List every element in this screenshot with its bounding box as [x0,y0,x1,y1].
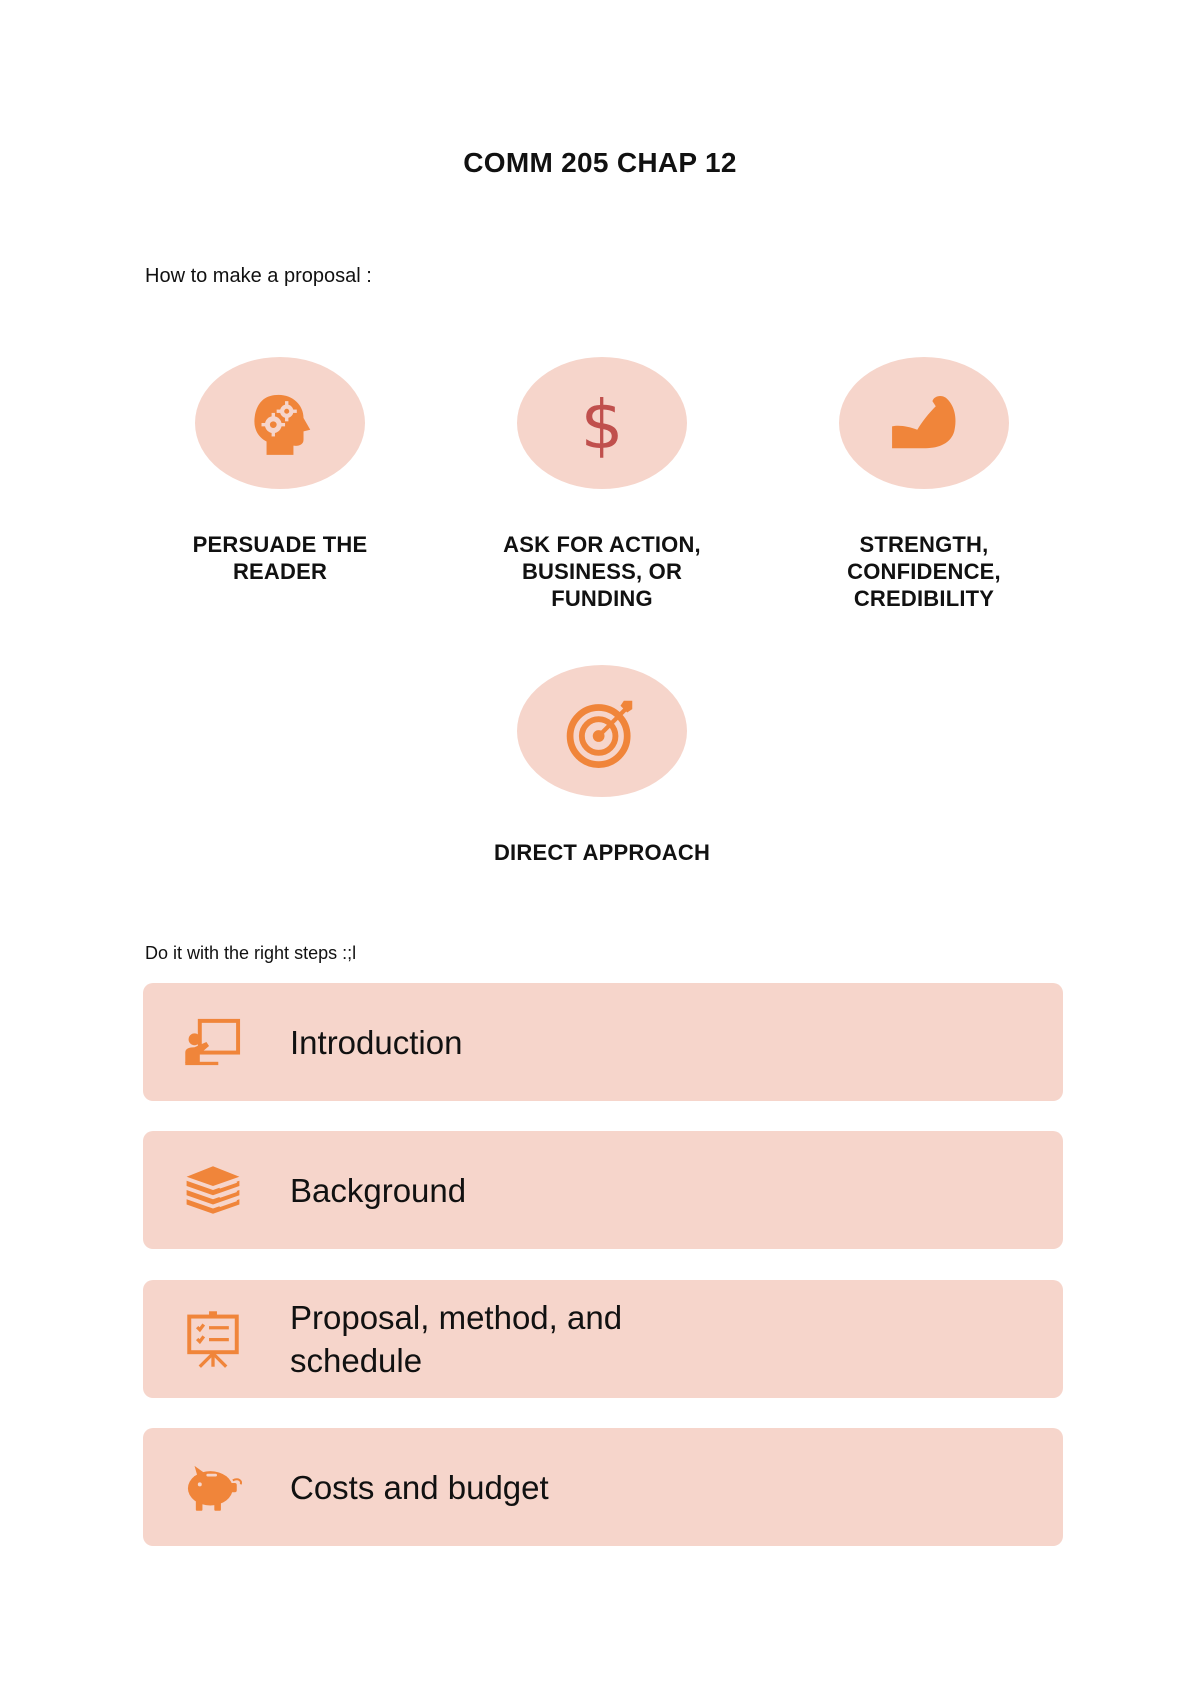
presenter-board-icon [180,1009,246,1075]
steps-intro-text: Do it with the right steps :;l [145,943,357,963]
step-introduction [143,983,1063,1101]
feature-ask [452,357,752,612]
feature-circle [517,665,687,797]
feature-direct [452,665,752,866]
dollar-icon [560,381,644,465]
feature-label: ASK FOR ACTION, BUSINESS, OR FUNDING [503,532,701,611]
step-icon-wrap [178,1452,248,1522]
flexed-arm-icon [882,381,966,465]
step-proposal [143,1280,1063,1398]
step-label: Proposal, method, and schedule [290,1299,623,1379]
feature-strength [774,357,1074,612]
intro-text: How to make a proposal : [145,265,372,287]
step-label: Background [290,1171,467,1209]
step-label: Introduction [290,1023,463,1061]
feature-label: STRENGTH, CONFIDENCE, CREDIBILITY [847,532,1001,611]
step-icon-wrap [178,1155,248,1225]
step-icon-wrap [178,1007,248,1077]
piggy-bank-icon [180,1454,246,1520]
step-label: Costs and budget [290,1468,549,1506]
feature-label: DIRECT APPROACH [493,840,711,865]
feature-circle [517,357,687,489]
easel-checklist-icon [180,1306,246,1372]
feature-circle [195,357,365,489]
svg-text:$: $ [580,386,624,465]
step-icon-wrap [178,1304,248,1374]
book-stack-icon [180,1157,246,1223]
step-costs [143,1428,1063,1546]
feature-persuade [130,357,430,585]
head-gears-icon [238,381,322,465]
step-background [143,1131,1063,1249]
page-title: COMM 205 CHAP 12 [463,147,737,178]
target-icon [560,689,644,773]
feature-circle [839,357,1009,489]
feature-label: PERSUADE THE READER [192,532,368,584]
